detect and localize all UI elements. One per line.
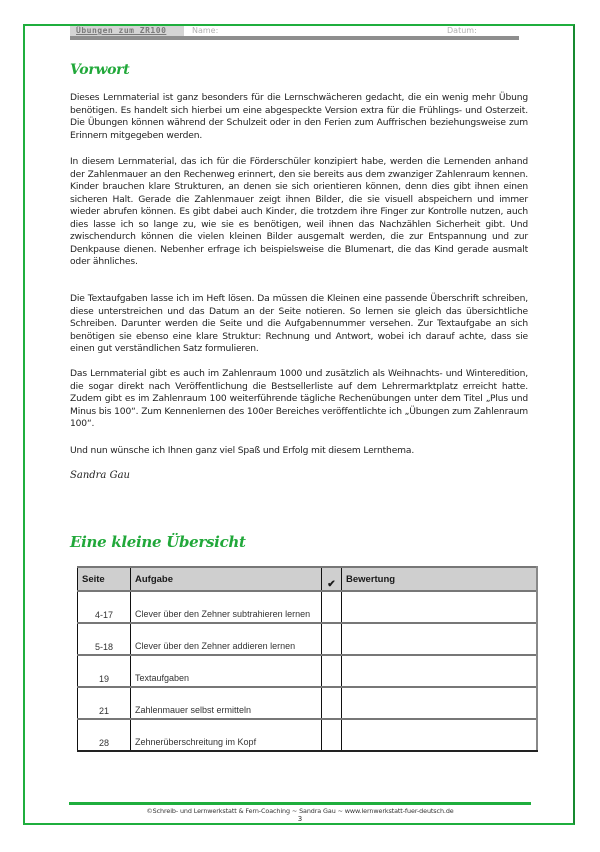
cell-check[interactable] <box>322 591 342 623</box>
cell-bewertung[interactable] <box>342 623 538 655</box>
cell-seite: 21 <box>78 687 131 719</box>
foreword-paragraph: Dieses Lernmaterial ist ganz besonders für die Lernschwächeren gedacht, die ein wenig mehr Übung benötigen. Es handelt sich hierbei um eine abgespeckte Version extra für die Frühlings- und Osterzeit. Die Übungen können während der Schulzeit oder in den Ferien zum Auffrischen beziehungsweise zum Erinnern mitgegeben werden. <box>70 93 528 141</box>
date-field-label[interactable]: Datum: <box>447 26 477 35</box>
cell-seite: 4-17 <box>78 591 131 623</box>
foreword-paragraph: Und nun wünsche ich Ihnen ganz viel Spaß und Erfolg mit diesem Lernthema. <box>70 446 415 456</box>
page-number: 3 <box>297 815 303 823</box>
cell-check[interactable] <box>322 687 342 719</box>
cell-seite: 28 <box>78 719 131 751</box>
cell-check[interactable] <box>322 623 342 655</box>
table-row <box>78 687 538 719</box>
footer-divider <box>69 802 531 805</box>
table-row <box>78 719 538 751</box>
foreword-paragraph: In diesem Lernmaterial, das ich für die Förderschüler konzipiert habe, werden die Lernenden anhand der Zahlenmauer an den Rechenweg erinnert, den sie bereits aus dem zwanziger Zahlenraum kennen. Kinder brauchen klare Strukturen, an denen sie sich orientieren können, denn dies gibt ihnen einen sicheren Halt. Gerade die Zahlenmauer zeigt ihnen Bilder, die sie visuell abspeichern und immer wieder abrufen können. Es gibt dabei auch Kinder, die trotzdem ihre Finger zur Kontrolle nutzen, auch dies lasse ich so lange zu, wie sie es benötigen, weil ihnen das Nachzählen Sicherheit gibt. Und zwischendurch können die vielen kleinen Bilder ausgemalt werden, die zur Entspannung und zur Denkpause dienen. Nebenher erfrage ich beispielsweise die Blumenart, die das Kind gerade ausmalt oder ähnliches. <box>70 157 528 268</box>
worksheet-title: Übungen zum ZR100 <box>76 26 167 35</box>
checkmark-icon: ✔ <box>322 567 342 591</box>
page-header <box>70 26 560 40</box>
overview-heading: Eine kleine Übersicht <box>70 533 246 551</box>
cell-aufgabe: Clever über den Zehner subtrahieren lernen <box>131 591 322 623</box>
cell-check[interactable] <box>322 719 342 751</box>
table-row <box>78 591 538 623</box>
column-header-bewertung: Bewertung <box>342 567 538 591</box>
footer-copyright: ©Schreib- und Lernwerkstatt & Fern-Coaching ~ Sandra Gau ~ www.lernwerkstatt-fuer-deutsch.de <box>146 807 454 815</box>
cell-bewertung[interactable] <box>342 655 538 687</box>
cell-bewertung[interactable] <box>342 687 538 719</box>
cell-aufgabe: Zehnerüberschreitung im Kopf <box>131 719 322 751</box>
foreword-paragraph: Das Lernmaterial gibt es auch im Zahlenraum 1000 und zusätzlich als Weihnachts- und Winteredition, die sogar direkt nach Veröffentlichung die Bestsellerliste auf dem Lehrermarktplatz erreicht hatte. Zudem gibt es im Zahlenraum 100 weiterführende tägliche Rechenübungen unter dem Titel „Plus und Minus bis 100“. Zum Kennenlernen des 100er Bereiches veröffentlichte ich „Übungen zum Zahlenraum 100“. <box>70 369 528 430</box>
cell-aufgabe: Zahlenmauer selbst ermitteln <box>131 687 322 719</box>
table-row <box>78 655 538 687</box>
name-field-label[interactable]: Name: <box>192 26 219 35</box>
table-row <box>78 623 538 655</box>
cell-check[interactable] <box>322 655 342 687</box>
header-bar <box>70 36 519 40</box>
foreword-heading: Vorwort <box>70 62 130 78</box>
column-header-aufgabe: Aufgabe <box>131 567 322 591</box>
table-header-row <box>78 567 538 591</box>
column-header-seite: Seite <box>78 567 131 591</box>
cell-bewertung[interactable] <box>342 719 538 751</box>
overview-table <box>77 566 538 752</box>
cell-seite: 19 <box>78 655 131 687</box>
cell-aufgabe: Textaufgaben <box>131 655 322 687</box>
foreword-paragraph: Die Textaufgaben lasse ich im Heft lösen. Da müssen die Kleinen eine passende Überschrift schreiben, diese unterstreichen und das Datum an der Seite notieren. So lernen sie gleich das übersichtliche Schreiben. Darunter werden die Seite und die Aufgabennummer versehen. Zur Textaufgabe an sich benötigen sie ebenso eine klare Struktur: Rechnung und Antwort, wobei ich darauf achte, dass sie einen gut verständlichen Satz formulieren. <box>70 294 528 355</box>
cell-seite: 5-18 <box>78 623 131 655</box>
author-signature: Sandra Gau <box>70 470 130 481</box>
cell-aufgabe: Clever über den Zehner addieren lernen <box>131 623 322 655</box>
cell-bewertung[interactable] <box>342 591 538 623</box>
